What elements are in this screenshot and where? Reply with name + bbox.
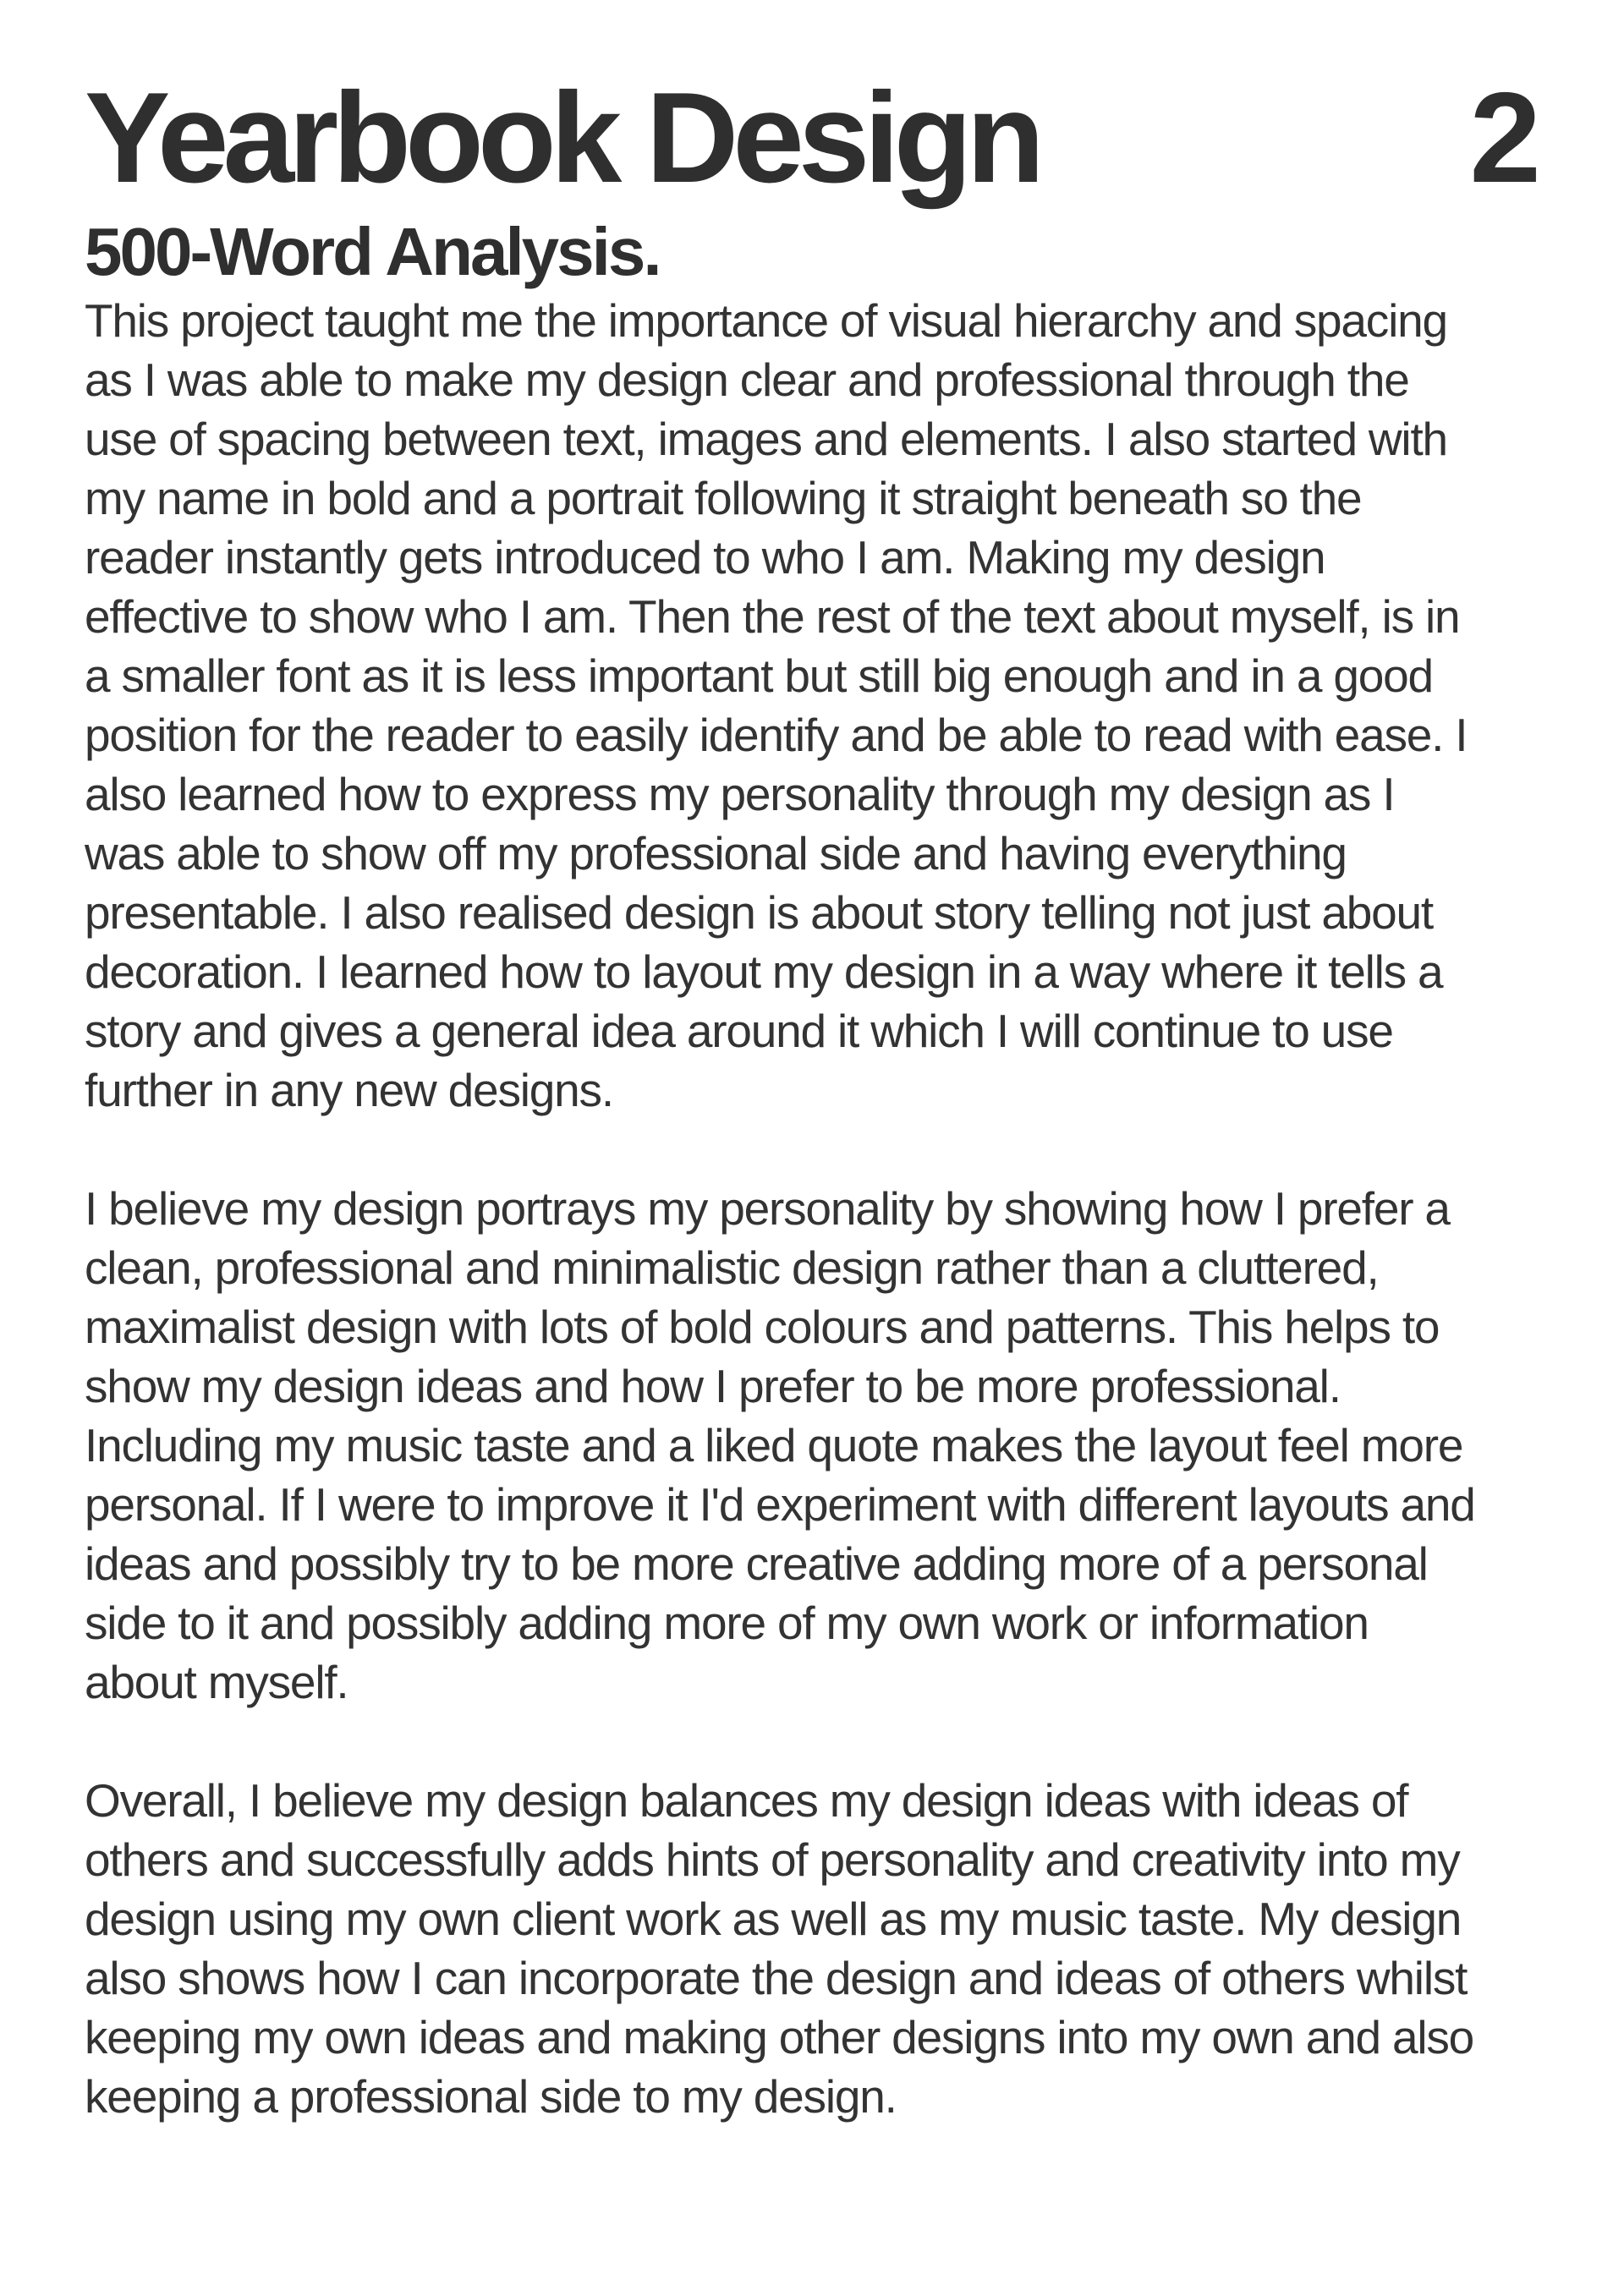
text-line: personal. If I were to improve it I'd experiment with different layouts and [85,1478,1475,1531]
text-line: presentable. I also realised design is about story telling not just about [85,886,1433,939]
text-line: others and successfully adds hints of personality and creativity into my [85,1833,1460,1886]
text-line: a smaller font as it is less important but still big enough and in a good [85,649,1433,702]
text-line: further in any new designs. [85,1064,613,1116]
text-line: my name in bold and a portrait following it straight beneath so the [85,472,1362,524]
text-line: show my design ideas and how I prefer to be more professional. [85,1360,1341,1412]
text-line: keeping my own ideas and making other designs into my own and also [85,2011,1474,2063]
text-line: reader instantly gets introduced to who I am. Making my design [85,531,1325,584]
text-line: maximalist design with lots of bold colours and patterns. This helps to [85,1301,1440,1353]
page-number: 2 [1469,66,1541,210]
text-line: side to it and possibly adding more of my own work or information [85,1597,1369,1649]
text-line: effective to show who I am. Then the rest of the text about myself, is in [85,590,1460,643]
page-subtitle: 500-Word Analysis. [85,214,660,289]
page-title: Yearbook Design [85,66,1040,210]
title-row [85,66,1541,210]
text-line: ideas and possibly try to be more creative adding more of a personal [85,1537,1428,1590]
paragraph-3 [85,1771,1556,2126]
analysis-body [85,291,1556,2185]
text-line: keeping a professional side to my design. [85,2070,897,2123]
text-line: Including my music taste and a liked quote makes the layout feel more [85,1419,1463,1471]
text-line: decoration. I learned how to layout my design in a way where it tells a [85,945,1443,998]
text-line: also learned how to express my personality through my design as I [85,768,1395,820]
text-line: position for the reader to easily identify and be able to read with ease. I [85,709,1468,761]
paragraph-2 [85,1179,1556,1712]
text-line: was able to show off my professional side and having everything [85,827,1347,879]
text-line: story and gives a general idea around it which I will continue to use [85,1005,1393,1057]
text-line: This project taught me the importance of visual hierarchy and spacing [85,294,1447,347]
text-line: clean, professional and minimalistic design rather than a cluttered, [85,1241,1379,1294]
text-line: Overall, I believe my design balances my design ideas with ideas of [85,1774,1408,1827]
text-line: as I was able to make my design clear and professional through the [85,353,1409,406]
text-line: I believe my design portrays my personality by showing how I prefer a [85,1182,1450,1235]
text-line: about myself. [85,1656,348,1708]
paragraph-1 [85,291,1556,1120]
text-line: design using my own client work as well as my music taste. My design [85,1893,1462,1945]
text-line: use of spacing between text, images and elements. I also started with [85,413,1447,465]
text-line: also shows how I can incorporate the design and ideas of others whilst [85,1952,1468,2004]
